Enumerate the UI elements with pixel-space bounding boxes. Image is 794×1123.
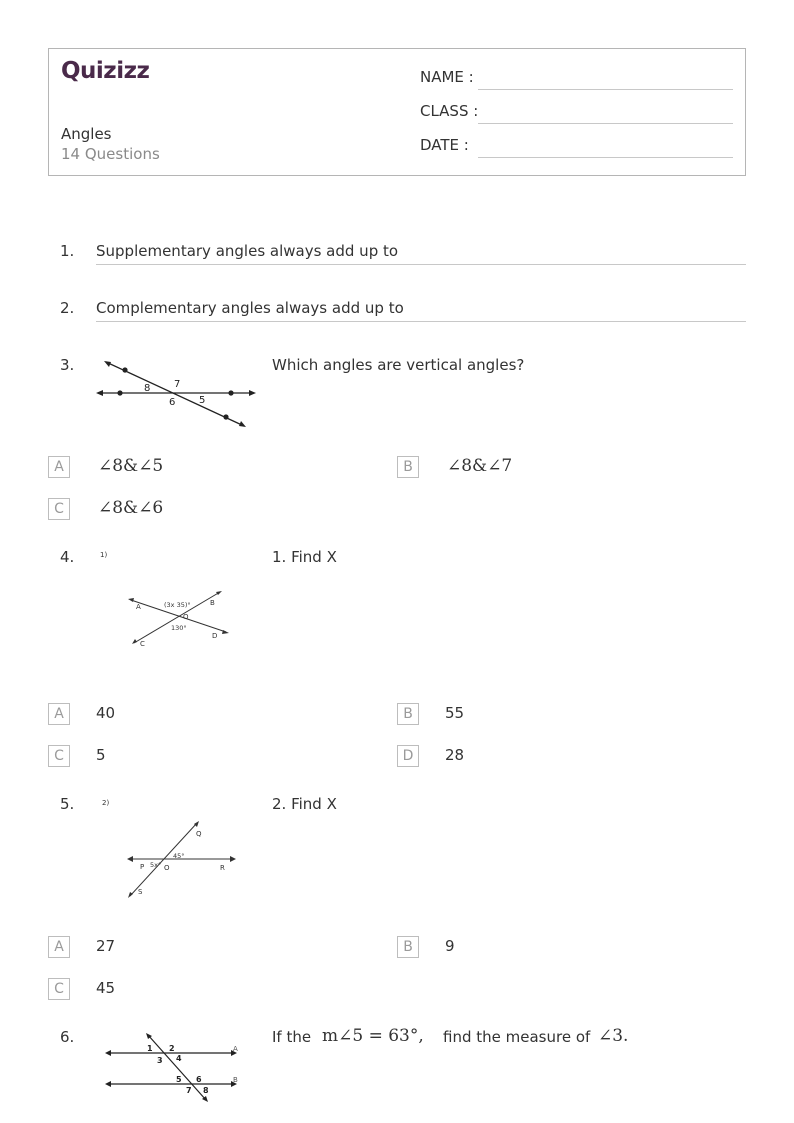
point-label: S	[138, 888, 143, 896]
question-text-prefix: If the	[272, 1028, 312, 1046]
angle-label: 4	[176, 1054, 182, 1063]
angle-expression: (3x 35)°	[164, 601, 191, 609]
option-b-text: ∠8&∠7	[447, 456, 513, 476]
angle-label: 5	[199, 395, 206, 406]
angle-label: 2	[169, 1044, 175, 1053]
option-b-box[interactable]: B	[397, 703, 419, 725]
option-d-box[interactable]: D	[397, 745, 419, 767]
option-a-text: 40	[96, 704, 116, 722]
option-b-text: 9	[445, 937, 455, 955]
angle-label: 5	[176, 1075, 182, 1084]
question-number: 2.	[60, 299, 75, 317]
option-a-text: ∠8&∠5	[98, 456, 164, 476]
angle-label: 6	[196, 1075, 202, 1084]
question-number: 1.	[60, 242, 75, 260]
question-number: 3.	[60, 356, 75, 374]
option-c-text: 5	[96, 746, 106, 764]
option-c-box[interactable]: C	[48, 745, 70, 767]
question-text: 1. Find X	[272, 548, 337, 566]
point-label: O	[183, 613, 189, 621]
option-c-box[interactable]: C	[48, 978, 70, 1000]
angle-label: 7	[174, 379, 181, 390]
date-field[interactable]	[478, 157, 733, 158]
class-label: CLASS :	[420, 102, 479, 120]
question-number: 6.	[60, 1028, 75, 1046]
question-text: 2. Find X	[272, 795, 337, 813]
angle-label: 8	[144, 383, 151, 394]
option-c-text: 45	[96, 979, 116, 997]
find-x-diagram-1	[96, 545, 241, 655]
answer-line[interactable]	[96, 321, 746, 322]
option-c-text: ∠8&∠6	[98, 498, 164, 518]
option-d-text: 28	[445, 746, 465, 764]
parallel-lines-diagram	[102, 1030, 247, 1105]
angle-value: 130°	[171, 624, 187, 632]
math-expression: ∠3.	[598, 1026, 629, 1046]
point-label: O	[164, 864, 170, 872]
answer-line[interactable]	[96, 264, 746, 265]
angle-expression: 5x°	[150, 861, 162, 869]
option-b-box[interactable]: B	[397, 456, 419, 478]
angle-label: 1	[147, 1044, 153, 1053]
question-number: 5.	[60, 795, 75, 813]
find-x-diagram-2	[96, 793, 241, 903]
option-a-box[interactable]: A	[48, 703, 70, 725]
point-label: A	[136, 603, 141, 611]
point-label: Q	[196, 830, 202, 838]
class-field[interactable]	[478, 123, 733, 124]
point-label: P	[140, 863, 145, 871]
point-label: B	[210, 599, 215, 607]
point-label: R	[220, 864, 225, 872]
question-text: Supplementary angles always add up to	[96, 242, 399, 260]
diagram-number: 2)	[102, 799, 110, 807]
angle-label: 3	[157, 1056, 163, 1065]
angle-value: 45°	[173, 852, 185, 860]
line-label: B	[233, 1076, 238, 1084]
angle-label: 8	[203, 1086, 209, 1095]
option-b-text: 55	[445, 704, 465, 722]
option-a-text: 27	[96, 937, 116, 955]
vertical-angles-diagram	[94, 355, 259, 433]
point-label: C	[140, 640, 145, 648]
question-text-middle: find the measure of	[443, 1028, 591, 1046]
name-label: NAME :	[420, 68, 474, 86]
question-count: 14 Questions	[61, 145, 160, 163]
angle-label: 6	[169, 397, 176, 408]
diagram-number: 1)	[100, 551, 108, 559]
question-text: Which angles are vertical angles?	[272, 356, 525, 374]
angle-label: 7	[186, 1086, 192, 1095]
question-text: Complementary angles always add up to	[96, 299, 404, 317]
date-label: DATE :	[420, 136, 469, 154]
option-b-box[interactable]: B	[397, 936, 419, 958]
option-a-box[interactable]: A	[48, 456, 70, 478]
quizizz-logo: Quizizz	[61, 58, 150, 84]
option-a-box[interactable]: A	[48, 936, 70, 958]
worksheet-title: Angles	[61, 125, 112, 143]
point-label: D	[212, 632, 218, 640]
name-field[interactable]	[478, 89, 733, 90]
line-label: A	[233, 1045, 238, 1053]
option-c-box[interactable]: C	[48, 498, 70, 520]
math-expression: m∠5 = 63°,	[322, 1026, 424, 1046]
question-number: 4.	[60, 548, 75, 566]
